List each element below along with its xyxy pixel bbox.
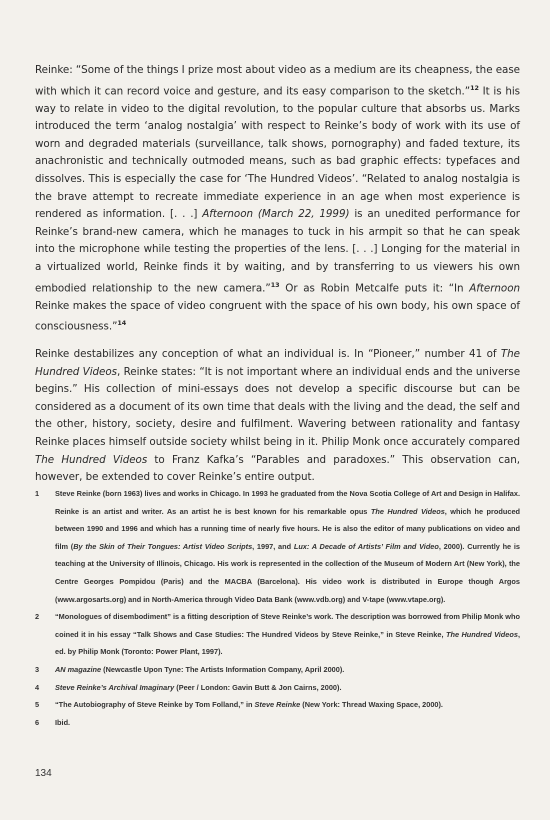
text-run: It is his way to relate in video to the digital revolution, to the popular culture that absorbs us. Marks introduced the term ‘analog nostalgia’ with respect to Reinke’s body of work with its use of worn and degraded materials (surveillance, talk shows, pornography) and faded texture, its anachronistic and technically outmoded means, such as bad graphic effects: typefaces and dissolves. This is especially the case for ‘The Hundred Videos’. “Related to analog nostalgia is the brave attempt to recreate immediate experience in an age when most experience is rendered as information. [. . .] [35,85,520,221]
footnote-number: 4 [35,682,40,692]
text-run: Reinke makes the space of video congruent with the space of his own body, his own space of consciousness.” [35,299,520,333]
footnote-text [55,696,520,714]
footnote [35,661,520,679]
footnote-ref: 14 [117,319,127,328]
italic-title: The Hundred Videos [445,629,518,639]
italic-title: AN magazine [55,664,102,674]
text-run: “Monologues of disembodiment” is a fitting description of Steve Reinke’s work. The description was borrowed from Philip Monk who coined it in his essay “Talk Shows and Case Studies: The Hundred Videos by Steve Reinke,” in Steve Reinke, [55,612,520,639]
body-paragraph [35,62,520,336]
italic-title: The Hundred Videos [35,348,520,378]
footnote [35,714,520,732]
footnote-number: 6 [35,717,40,727]
footnote-text [55,714,520,732]
footnote-text [55,485,520,608]
italic-title: Steve Reinke [254,700,301,710]
italic-title: The Hundred Videos [35,453,148,466]
italic-title: Afternoon (March 22, 1999) [202,208,350,221]
text-run: “The Autobiography of Steve Reinke by Tom Folland,” in [55,700,255,710]
text-run: is an unedited performance for Reinke’s brand-new camera, which he manages to tuck in his armpit so that he can speak into the microphone while testing the properties of the lens. [. . .] Longing for the material in a virtualized world, Reinke finds it by waiting, and by transferring to us viewers his own embodied relationship to the new camera.” [35,208,520,294]
footnote-text [55,679,520,697]
footnote-ref: 12 [470,83,479,92]
footnotes-list [35,485,520,731]
italic-title: By the Skin of Their Tongues: Artist Video Scripts [73,541,253,551]
text-run: Reinke destabilizes any conception of what an individual is. In “Pioneer,” number 41 of [35,348,501,360]
italic-title: Afternoon [469,282,520,294]
italic-title: Lux: A Decade of Artists’ Film and Video [293,541,439,551]
footnote [35,679,520,697]
footnote-text [55,608,520,661]
footnote-number: 1 [35,489,40,498]
footnote [35,485,520,608]
text-run: Ibid. [55,717,71,727]
body-paragraph [35,346,520,487]
italic-title: Steve Reinke’s Archival Imaginary [55,682,175,692]
text-run: (Peer / London: Gavin Butt & Jon Cairns, 2000). [174,682,342,692]
footnote-ref: 13 [270,280,280,289]
italic-title: The Hundred Videos [370,506,445,516]
footnote [35,608,520,661]
footnote [35,696,520,714]
text-run: to Franz Kafka’s “Parables and paradoxes.” This observation can, however, be extended to cover Reinke’s entire output. [35,453,520,484]
footnote-number: 2 [35,612,40,622]
footnote-number: 3 [35,664,40,674]
text-run: Or as Robin Metcalfe puts it: “In [279,282,470,294]
text-run: (New York: Thread Waxing Space, 2000). [300,700,443,710]
footnote-number: 5 [35,700,40,710]
text-run: , Reinke states: “It is not important where an individual ends and the universe begins.” His collection of mini-essays does not develop a specific discourse but can be considered as a document of its own time that deals with the living and the dead, the self and the other, history, society, desire and fulfilment. Wavering between rationality and fantasy Reinke places himself outside society whilst being in it. Philip Monk once accurately compared [35,365,521,448]
footnote-text [55,661,520,679]
page-number: 134 [35,768,52,779]
text-run: , which he produced between 1990 and 1996 and which has a running time of nearly five hours. He is also the editor of many publications on video and film ( [55,506,521,551]
text-run: (Newcastle Upon Tyne: The Artists Information Company, April 2000). [101,664,345,674]
text-run: , 1997, and [252,541,294,551]
text-run: Steve Reinke (born 1963) lives and works in Chicago. In 1993 he graduated from the Nova Scotia College of Art and Design in Halifax. Reinke is an artist and writer. As an artist he is best known for his remarkable opus [55,489,520,516]
text-run: , ed. by Philip Monk (Toronto: Power Plant, 1997). [55,629,520,657]
text-run: , 2000). Currently he is teaching at the University of Illinois, Chicago. His work is represented in the collection of the Museum of Modern Art (New York), the Centre Georges Pompidou (Paris) and the MACBA (Barcelona). His video work is distributed in Europe though Argos (www.argosarts.org) and in North-America through Video Data Bank (www.vdb.org) and V-tape (www.vtape.org). [55,541,520,604]
text-run: Reinke: “Some of the things I prize most about video as a medium are its cheapness, the ease with which it can record voice and gesture, and its easy comparison to the sketch.” [35,64,520,98]
